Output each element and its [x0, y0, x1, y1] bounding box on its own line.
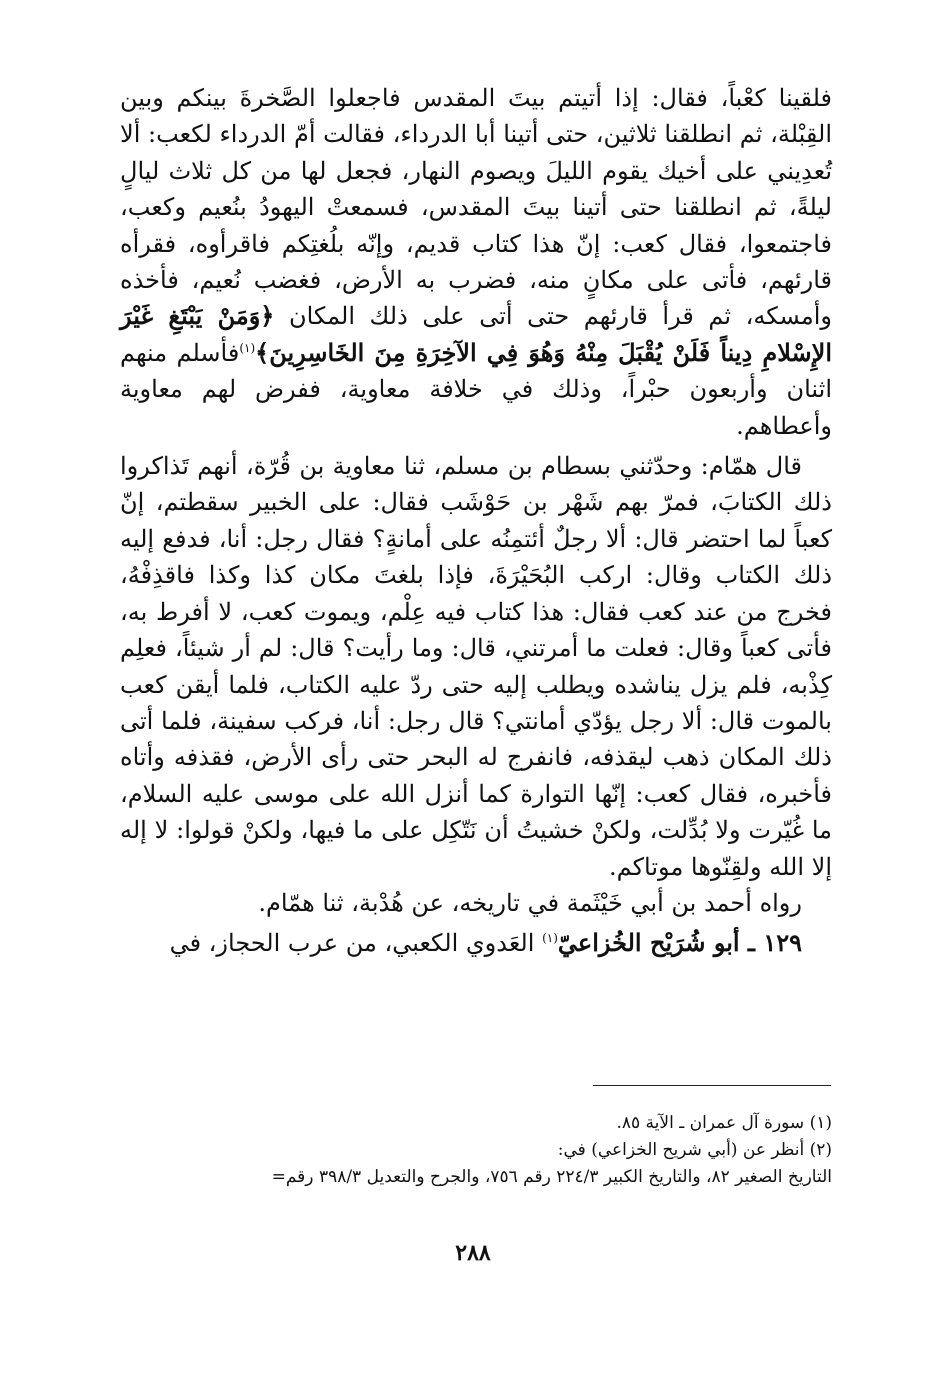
- footnote-2: (٢) أنظر عن (أبي شريح الخزاعي) في:: [557, 1140, 832, 1160]
- main-text: [120, 80, 832, 962]
- paragraph-3: رواه أحمد بن أبي خَيْثَمة في تاريخه، عن هُدْبة، ثنا همّام.: [258, 888, 802, 917]
- paragraph-1: [120, 80, 832, 444]
- entry-129: [120, 925, 832, 961]
- entry-heading: ١٢٩ ـ أبو شُرَيْح الخُزاعيّ: [557, 928, 802, 958]
- paragraph-1-text-end: فأسلم منهم اثنان وأربعون حبْراً، وذلك في خلافة معاوية، ففرض لهم معاوية وأعطاهم.: [120, 338, 832, 440]
- footnote-ref-2[interactable]: (١): [542, 931, 558, 946]
- quran-verse: ﴿وَمَنْ يَبْتَغِ غَيْرَ الإِسْلامِ دِيناً فَلَنْ يُقْبَلَ مِنْهُ وَهُوَ فِي الآخِرَةِ مِنَ الخَاسِرِينَ﴾: [120, 301, 832, 367]
- paragraph-1-text: فلقينا كعْباً، فقال: إذا أتيتم بيتَ المقدس فاجعلوا الصَّخرةَ بينكم وبين القِبْلة، ثم انطلقنا ثلاثين، حتى أتينا أبا الدرداء، فقالت أمّ الدرداء لكعب: ألا تُعدِيني على أخيك يقوم الليلَ ويصوم النهار، فجعل لها من كل ثلاث ليالٍ ليلةً، ثم انطلقنا حتى أتينا بيتَ المقدس، فسمعتْ اليهودُ بنُعيم وكعب، فاجتمعوا، فقال كعب: إنّ هذا كتاب قديم، وإنّه بلُغتِكم فاقرأوه، فقرأه قارئهم، فأتى على مكانٍ منه، فضرب به الأرض، فغضب نُعيم، فأخذه وأمسكه، ثم قرأ قارئهم حتى أتى على ذلك المكان: [120, 84, 832, 331]
- footnote-1: (١) سورة آل عمران ـ الآية ٨٥.: [616, 1113, 832, 1133]
- footnote-2-continued: التاريخ الصغير ٨٢، والتاريخ الكبير ٢٢٤/٣ رقم ٧٥٦، والجرح والتعديل ٣٩٨/٣ رقم=: [271, 1167, 832, 1187]
- footnotes: [120, 1110, 832, 1191]
- footnote-divider: [593, 1085, 831, 1086]
- footnote-ref-1[interactable]: (١): [239, 340, 256, 355]
- paragraph-2: قال همّام: وحدّثني بسطام بن مسلم، ثنا معاوية بن قُرّة، أنهم تَذاكروا ذلك الكتابَ، فمرّ بهم شَهْر بن حَوْشَب فقال: على الخبير سقطتم، إنّ كعباً لما احتضر قال: ألا رجلٌ أئتمِنُه على أمانةٍ؟ فقال رجل: أنا، فدفع إليه ذلك الكتاب وقال: اركب البُحَيْرَةَ، فإذا بلغتَ مكان كذا وكذا فاقذِفْهُ، فخرج من عند كعب فقال: هذا كتاب فيه عِلْم، ويموت كعب، لا أفرط به، فأتى كعباً وقال: فعلت ما أمرتني، قال: وما رأيت؟ قال: لم أر شيئاً، فعلِم كِذْبه، فلم يزل يناشده ويطلب إليه حتى ردّ عليه الكتاب، فلما أيقن كعب بالموت قال: ألا رجل يؤدّي أمانتي؟ قال رجل: أنا، فركب سفينة، فلما أتى ذلك المكان ذهب ليقذفه، فانفرج له البحر حتى رأى الأرض، فقذفه وأتاه فأخبره، فقال كعب: إنّها التوارة كما أنزل الله على موسى عليه السلام، ما غُيّرت ولا بُدِّلت، ولكنْ خشيتُ أن نَتّكِل على ما فيها، ولكنْ قولوا: لا إله إلا الله ولقِنّوها موتاكم.: [120, 452, 832, 881]
- page-number: ٢٨٨: [455, 1240, 491, 1266]
- entry-text: العَدوي الكعبي، من عرب الحجاز، في: [169, 929, 535, 958]
